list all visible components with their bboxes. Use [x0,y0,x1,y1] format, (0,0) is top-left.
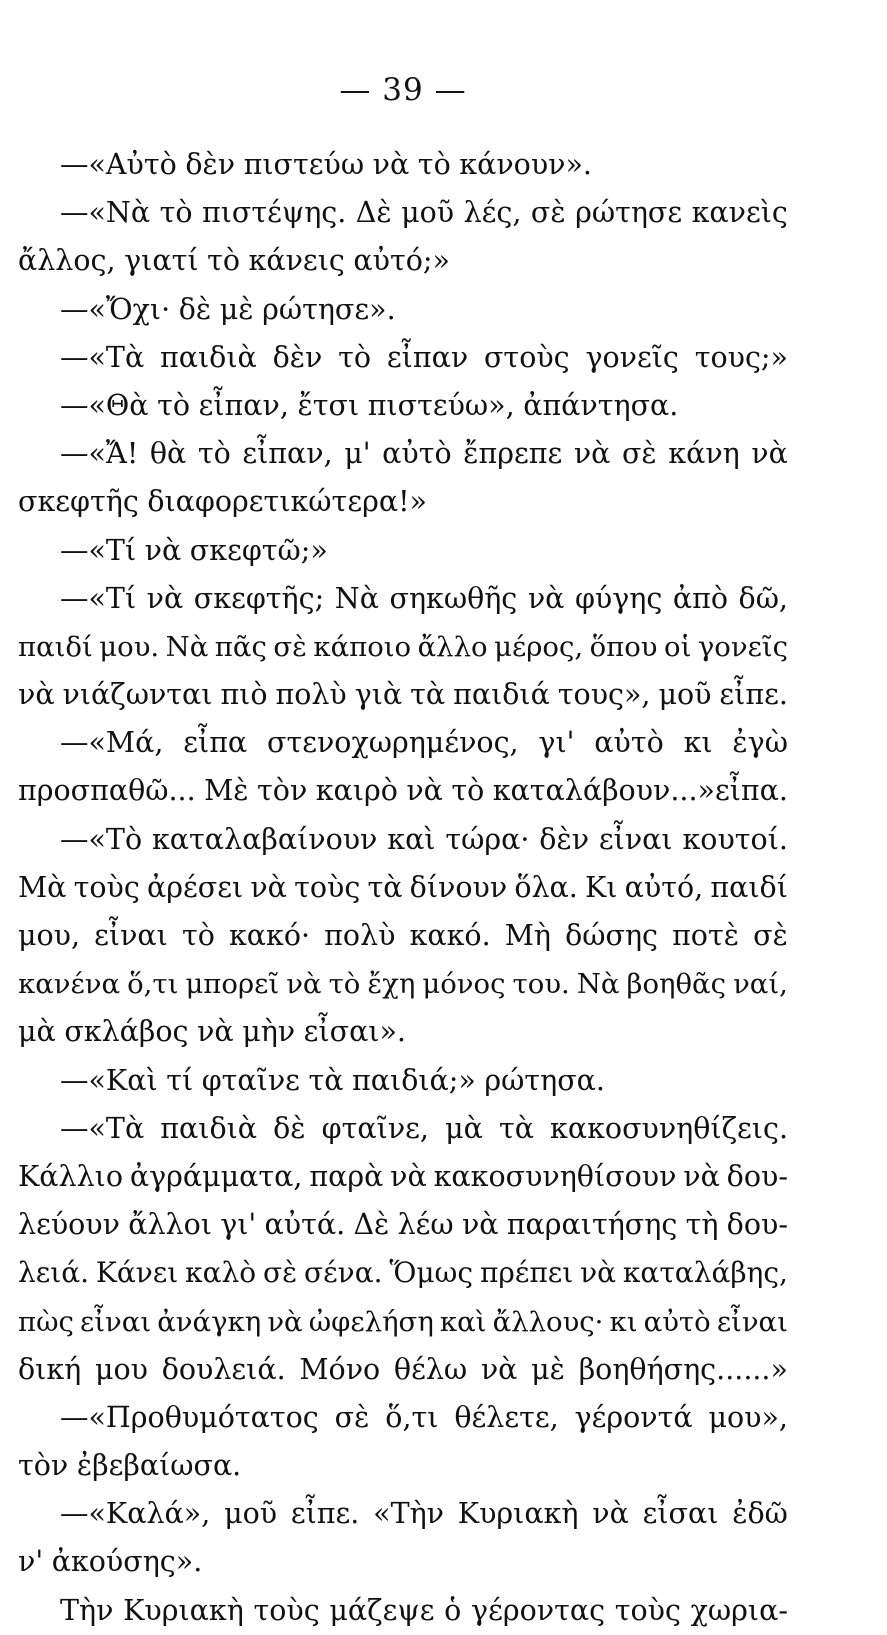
text-line: —«Καλά», μοῦ εἶπε. «Τὴν Κυριακὴ νὰ εἶσαι ἐδῶ [60,1497,788,1531]
text-line: ἄλλος, γιατί τὸ κάνεις αὐτό;» [18,244,450,278]
text-line: —«Προθυμότατος σὲ ὅ,τι θέλετε, γέροντά μου», [60,1400,788,1434]
text-line: παιδί μου. Νὰ πᾶς σὲ κάποιο ἄλλο μέρος, ὅπου οἱ γονεῖς [18,630,788,663]
text-line: τὸν ἐβεβαίωσα. [18,1449,242,1483]
text-body [18,141,788,1635]
text-line: —«Καὶ τί φταῖνε τὰ παιδιά;» ρώτησα. [60,1063,605,1097]
text-line: λειά. Κάνει καλὸ σὲ σένα. Ὅμως πρέπει νὰ καταλάβης, [18,1256,788,1290]
text-line: Τὴν Κυριακὴ τοὺς μάζεψε ὁ γέροντας τοὺς χωρια- [60,1593,788,1627]
text-line: πὼς εἶναι ἀνάγκη νὰ ὠφελήση καὶ ἄλλους· κι αὐτὸ εἶναι [18,1305,788,1338]
text-line: προσπαθῶ... Μὲ τὸν καιρὸ νὰ τὸ καταλάβουν...»εἶπα. [18,774,788,808]
text-line: Κάλλιο ἀγράμματα, παρὰ νὰ κακοσυνηθίσουν νὰ δου- [18,1159,788,1193]
text-line: Μὰ τοὺς ἀρέσει νὰ τοὺς τὰ δίνουν ὅλα. Κι αὐτό, παιδί [18,870,788,904]
text-line: —«Ἄ! θὰ τὸ εἶπαν, μ' αὐτὸ ἔπρεπε νὰ σὲ κάνη νὰ [60,437,788,471]
text-line: μὰ σκλάβος νὰ μὴν εἶσαι». [18,1015,406,1049]
text-line: σκεφτῆς διαφορετικώτερα!» [18,485,427,519]
text-line: —«Μά, εἶπα στενοχωρημένος, γι' αὐτὸ κι ἐγὼ [60,726,788,760]
page-number: — 39 — [339,72,467,108]
text-line: νὰ νιάζωνται πιὸ πολὺ γιὰ τὰ παιδιά τους», μοῦ εἶπε. [18,678,788,712]
text-line: ν' ἀκούσης». [18,1545,203,1579]
text-line: —«Τί νὰ σκεφτῆς; Νὰ σηκωθῆς νὰ φύγης ἀπὸ δῶ, [60,581,788,615]
text-line: —«Τὰ παιδιὰ δὲν τὸ εἶπαν στοὺς γονεῖς τους;» [60,340,788,374]
text-line: μου, εἶναι τὸ κακό· πολὺ κακό. Μὴ δώσης ποτὲ σὲ [18,919,788,952]
text-line: λεύουν ἄλλοι γι' αὐτά. Δὲ λέω νὰ παραιτήσης τὴ δου- [18,1208,788,1242]
text-line: —«Αὐτὸ δὲν πιστεύω νὰ τὸ κάνουν». [60,148,592,181]
text-line: —«Τί νὰ σκεφτῶ;» [60,533,328,567]
text-line: —«Νὰ τὸ πιστέψης. Δὲ μοῦ λές, σὲ ρώτησε κανεὶς [60,196,788,230]
text-line: —«Θὰ τὸ εἶπαν, ἔτσι πιστεύω», ἀπάντησα. [60,388,679,422]
text-line: κανένα ὅ,τι μπορεῖ νὰ τὸ ἔχη μόνος του. Νὰ βοηθᾶς ναί, [18,968,788,1001]
text-line: δική μου δουλειά. Μόνο θέλω νὰ μὲ βοηθήσης......» [18,1352,788,1386]
text-line: —«Τὸ καταλαβαίνουν καὶ τώρα· δὲν εἶναι κουτοί. [60,822,788,856]
text-line: —«Τὰ παιδιὰ δὲ φταῖνε, μὰ τὰ κακοσυνηθίζεις. [60,1111,788,1145]
book-page [18,0,788,1627]
text-line: —«Ὄχι· δὲ μὲ ρώτησε». [60,292,396,326]
